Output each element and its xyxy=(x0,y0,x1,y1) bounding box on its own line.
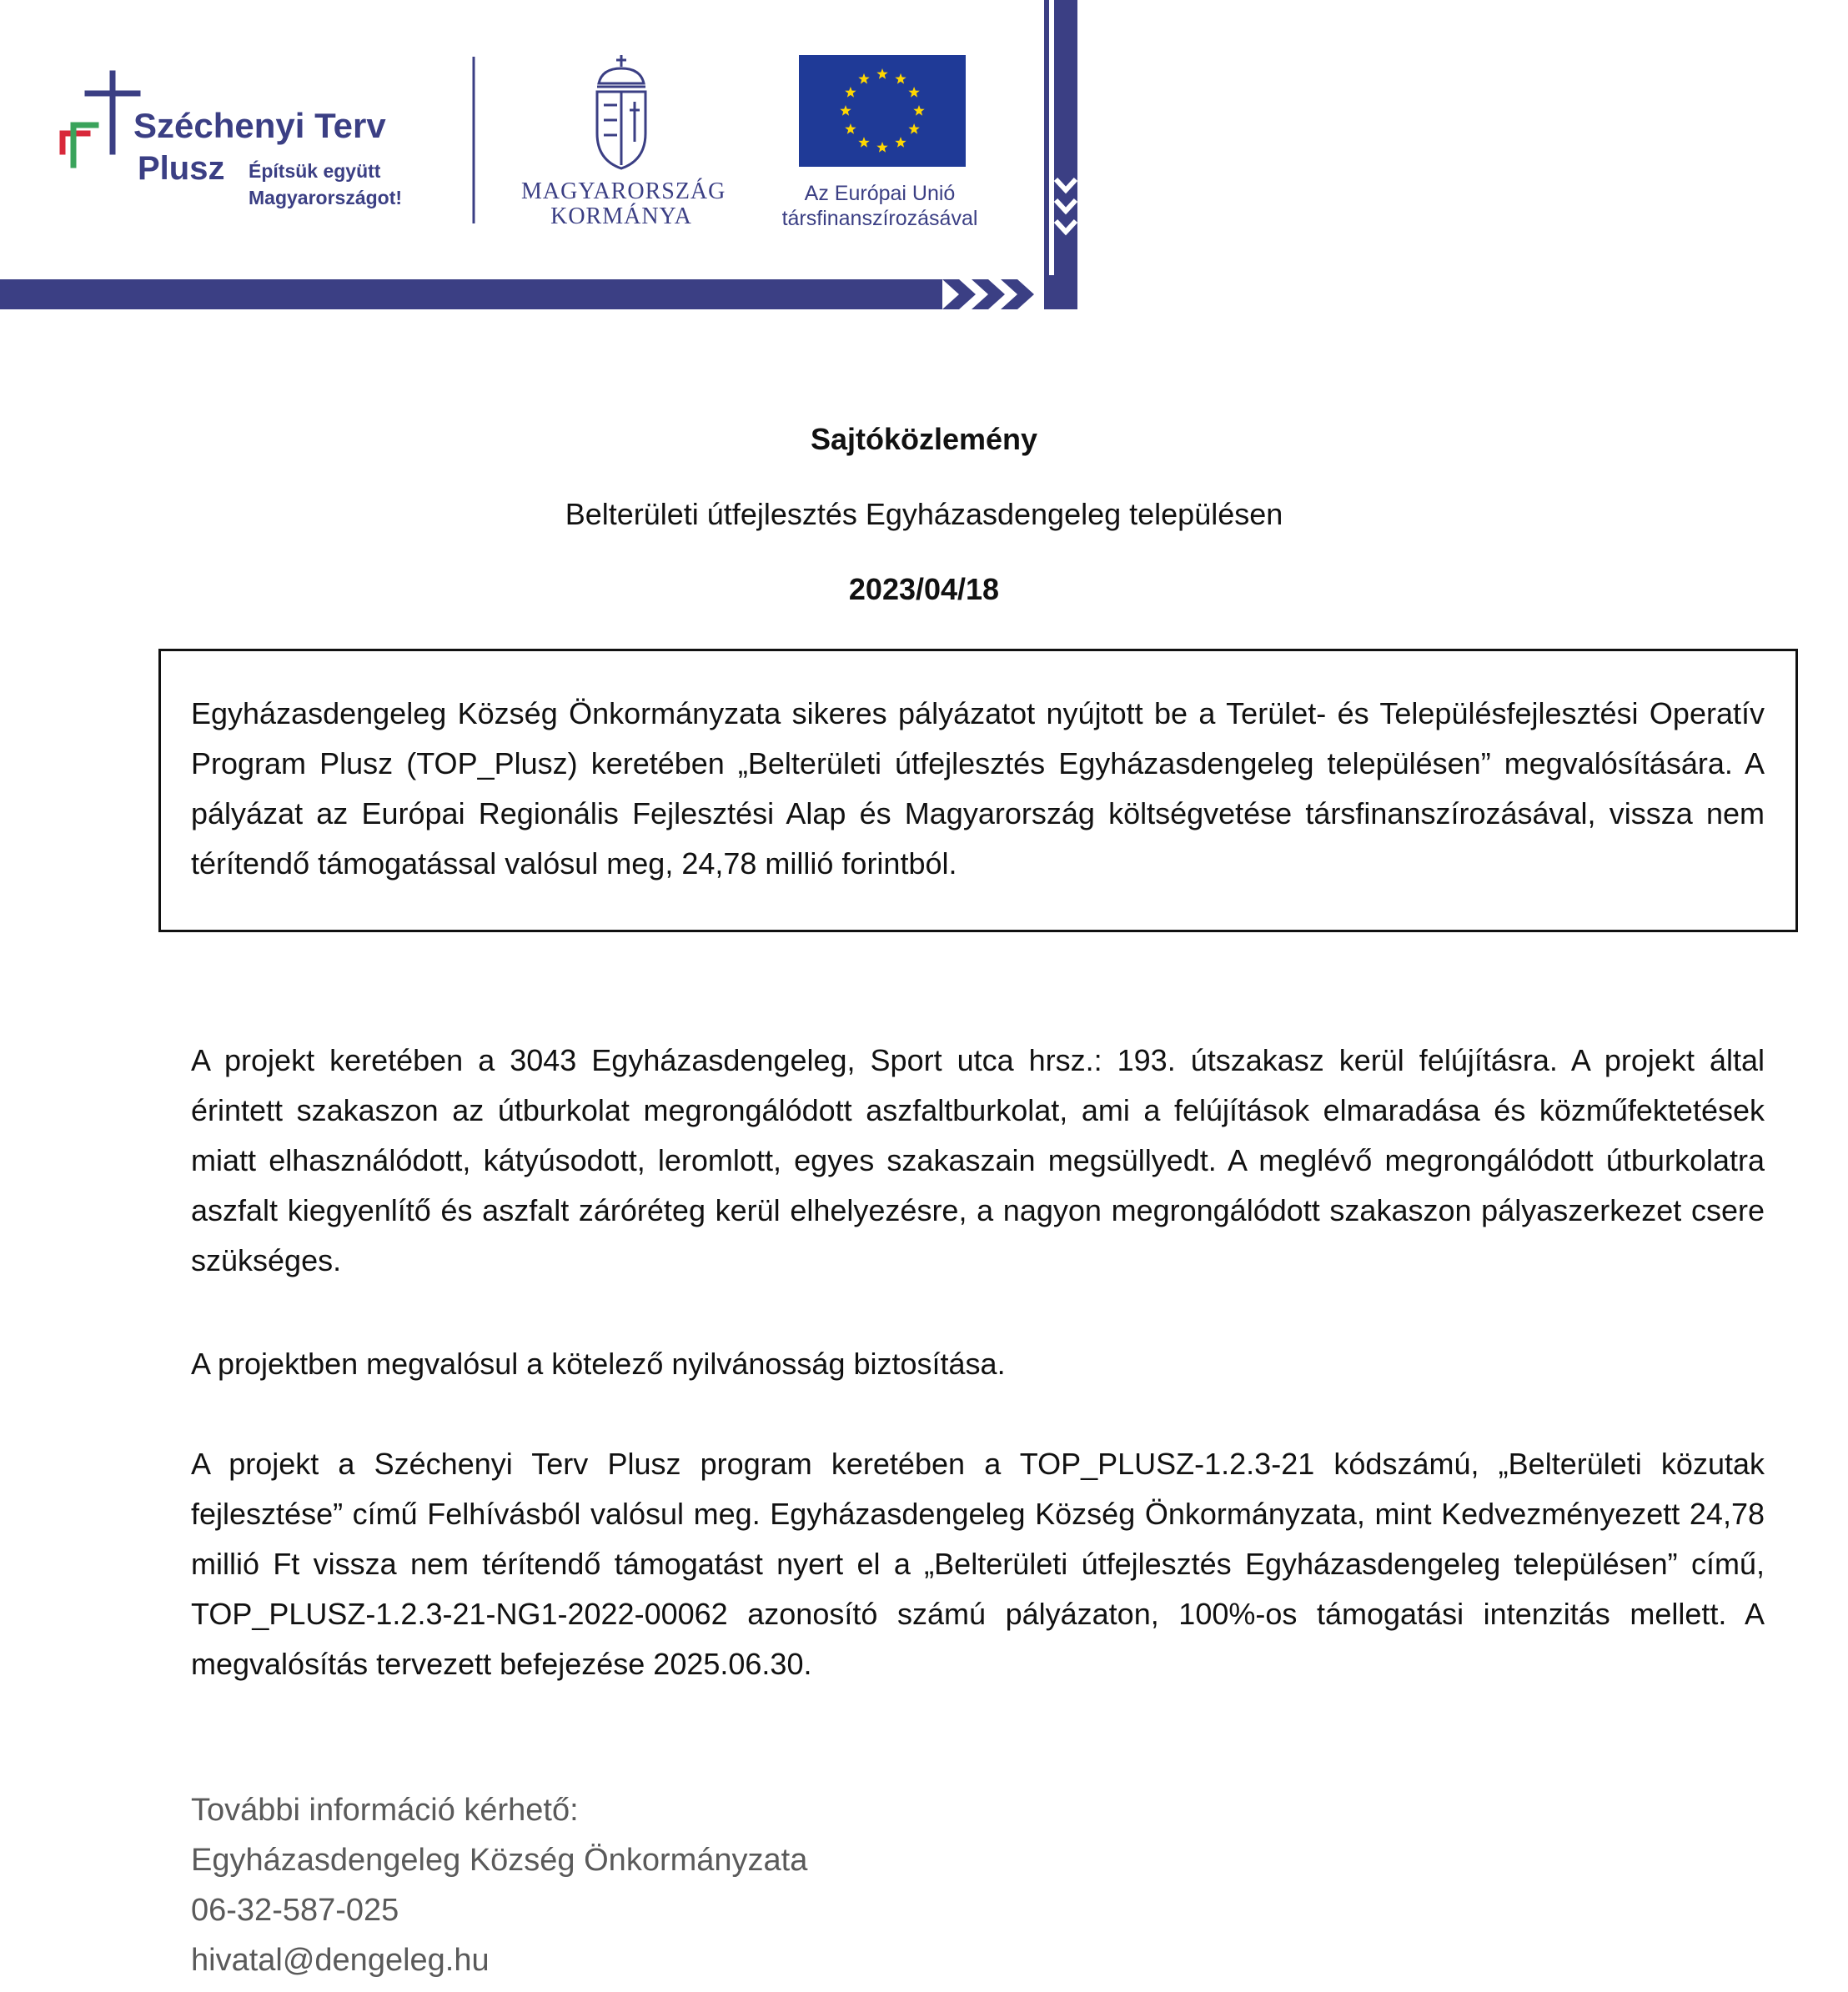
eu-cofinance-line2: társfinanszírozásával xyxy=(781,207,978,230)
contact-organization: Egyházasdengeleg Község Önkormányzata xyxy=(191,1843,808,1878)
publication-date: 2023/04/18 xyxy=(848,572,1000,606)
body-paragraph-2: A projektben megvalósul a kötelező nyilvánosság biztosítása. xyxy=(191,1347,1006,1381)
contact-email: hivatal@dengeleg.hu xyxy=(191,1943,490,1978)
szechenyi-logo-plusz: Plusz xyxy=(138,150,225,187)
summary-text: Egyházasdengeleg Község Önkormányzata sikeres pályázatot nyújtott be a Terület- és Településfejlesztési Operatív Program Plusz (TOP_Plusz) keretében „Belterületi útfejlesztés Egyházasdengeleg településen” megvalósítására. A pályázat az Európai Regionális Fejlesztési Alap és Magyarország költségvetése társfinanszírozásával, vissza nem térítendő támogatással valósul meg, 24,78 millió forintból. xyxy=(191,696,1765,881)
government-logo-line1: MAGYARORSZÁG xyxy=(521,178,726,204)
contact-label: További információ kérhető: xyxy=(191,1793,579,1828)
page-title: Sajtóközlemény xyxy=(810,422,1038,456)
eu-flag-icon xyxy=(799,55,966,167)
szechenyi-slogan-line2: Magyarországot! xyxy=(249,187,403,208)
szechenyi-plus-logo-icon xyxy=(63,73,138,165)
page-subtitle: Belterületi útfejlesztés Egyházasdengeleg településen xyxy=(565,497,1283,531)
szechenyi-logo-name: Széchenyi Terv xyxy=(133,106,386,145)
header-banner xyxy=(0,0,1084,313)
body-paragraph-1: A projekt keretében a 3043 Egyházasdengeleg, Sport utca hrsz.: 193. útszakasz kerül felújításra. A projekt által érintett szakaszon az útburkolat megrongálódott aszfaltburkolat, ami a felújítások elmaradása és közműfektetések miatt elhasználódott, kátyúsodott, leromlott, egyes szakaszain megsüllyedt. A meglévő megrongálódott útburkolatra aszfalt kiegyenlítő és aszfalt záróréteg kerül elhelyezésre, a nagyon megrongálódott szakaszon pályaszerkezet csere szükséges. xyxy=(191,1043,1765,1277)
contact-phone: 06-32-587-025 xyxy=(191,1893,399,1928)
chevron-right-icon xyxy=(942,279,1034,309)
body-paragraph-3: A projekt a Széchenyi Terv Plusz program keretében a TOP_PLUSZ-1.2.3-21 kódszámú, „Belterületi közutak fejlesztése” című Felhívásból valósul meg. Egyházasdengeleg Község Önkormányzata, mint Kedvezményezett 24,78 millió Ft vissza nem térítendő támogatást nyert el a „Belterületi útfejlesztés Egyházasdengeleg településen” című, TOP_PLUSZ-1.2.3-21-NG1-2022-00062 azonosító számú pályázaton, 100%-os támogatási intenzitás mellett. A megvalósítás tervezett befejezése 2025.06.30. xyxy=(191,1447,1765,1681)
eu-cofinance-line1: Az Európai Unió xyxy=(804,182,956,205)
banner-bottom-bar xyxy=(0,279,942,309)
contact-block xyxy=(191,1785,807,1985)
szechenyi-slogan-line1: Építsük együtt xyxy=(249,160,381,182)
hungarian-coat-of-arms-icon xyxy=(597,55,645,168)
government-logo-line2: KORMÁNYA xyxy=(550,203,692,229)
